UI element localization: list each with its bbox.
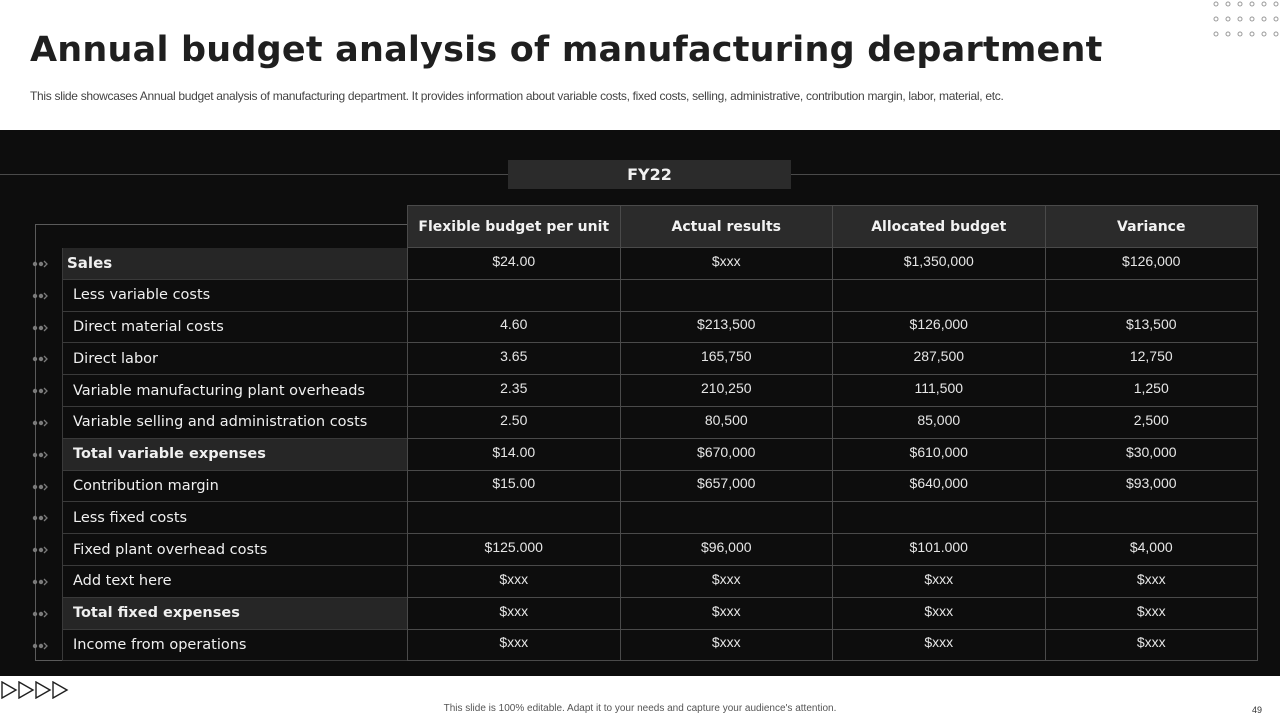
table-cell: $640,000 bbox=[833, 471, 1046, 503]
connector-dots-icon bbox=[31, 608, 51, 620]
table-cell bbox=[1046, 280, 1259, 312]
table-cell: $15.00 bbox=[408, 471, 621, 503]
row-values bbox=[407, 407, 1258, 439]
table-row bbox=[0, 280, 1280, 312]
table-cell: $4,000 bbox=[1046, 534, 1259, 566]
connector-dots-icon bbox=[31, 640, 51, 652]
table-cell: $1,350,000 bbox=[833, 248, 1046, 280]
table-row bbox=[0, 471, 1280, 503]
fiscal-year-label: FY22 bbox=[508, 160, 791, 189]
row-label: Sales bbox=[62, 248, 407, 280]
table-cell: $96,000 bbox=[621, 534, 834, 566]
page-number: 49 bbox=[1252, 705, 1263, 715]
table-cell: $xxx bbox=[1046, 598, 1259, 630]
row-values bbox=[407, 598, 1258, 630]
table-row bbox=[0, 375, 1280, 407]
connector-dots-icon bbox=[31, 258, 51, 270]
table-row bbox=[0, 598, 1280, 630]
table-cell: $xxx bbox=[1046, 566, 1259, 598]
table-cell: $xxx bbox=[408, 598, 621, 630]
row-label: Variable manufacturing plant overheads bbox=[62, 375, 407, 407]
connector-dots-icon bbox=[31, 481, 51, 493]
connector-dots-icon bbox=[31, 322, 51, 334]
table-body bbox=[0, 248, 1280, 661]
table-cell: $xxx bbox=[833, 566, 1046, 598]
table-cell bbox=[621, 502, 834, 534]
table-cell: 85,000 bbox=[833, 407, 1046, 439]
column-header-actual-results: Actual results bbox=[621, 206, 834, 247]
table-cell: 3.65 bbox=[408, 343, 621, 375]
connector-dots-icon bbox=[31, 353, 51, 365]
slide-title: Annual budget analysis of manufacturing department bbox=[30, 30, 1103, 70]
row-label: Income from operations bbox=[62, 630, 407, 662]
column-header-flexible-budget: Flexible budget per unit bbox=[408, 206, 621, 247]
row-label: Add text here bbox=[62, 566, 407, 598]
table-cell: 4.60 bbox=[408, 312, 621, 344]
table-cell: $xxx bbox=[621, 630, 834, 662]
table-cell: $610,000 bbox=[833, 439, 1046, 471]
table-cell: 12,750 bbox=[1046, 343, 1259, 375]
table-cell: $101.000 bbox=[833, 534, 1046, 566]
table-cell: 2.35 bbox=[408, 375, 621, 407]
table-cell: 287,500 bbox=[833, 343, 1046, 375]
slide-header bbox=[0, 0, 1280, 130]
table-header-row bbox=[407, 205, 1258, 248]
connector-dots-icon bbox=[31, 449, 51, 461]
table-cell: $xxx bbox=[621, 248, 834, 280]
slide-subtitle: This slide showcases Annual budget analysis of manufacturing department. It provides information about variable costs, fixed costs, selling, administrative, contribution margin, labor, material, etc. bbox=[30, 89, 1004, 103]
table-row bbox=[0, 312, 1280, 344]
table-cell: $657,000 bbox=[621, 471, 834, 503]
table-cell: $xxx bbox=[833, 598, 1046, 630]
table-cell: 2.50 bbox=[408, 407, 621, 439]
table-cell: $30,000 bbox=[1046, 439, 1259, 471]
connector-dots-icon bbox=[31, 544, 51, 556]
table-cell: 165,750 bbox=[621, 343, 834, 375]
budget-table-panel bbox=[0, 130, 1280, 676]
table-row bbox=[0, 407, 1280, 439]
row-values bbox=[407, 343, 1258, 375]
row-label: Less fixed costs bbox=[62, 502, 407, 534]
row-label: Direct material costs bbox=[62, 312, 407, 344]
table-cell: $24.00 bbox=[408, 248, 621, 280]
table-cell: 2,500 bbox=[1046, 407, 1259, 439]
table-cell: $125.000 bbox=[408, 534, 621, 566]
table-row bbox=[0, 566, 1280, 598]
connector-dots-icon bbox=[31, 417, 51, 429]
table-cell: 111,500 bbox=[833, 375, 1046, 407]
row-label: Contribution margin bbox=[62, 471, 407, 503]
connector-dots-icon bbox=[31, 385, 51, 397]
table-cell: $xxx bbox=[408, 630, 621, 662]
table-cell: $xxx bbox=[833, 630, 1046, 662]
table-cell bbox=[833, 502, 1046, 534]
table-cell bbox=[621, 280, 834, 312]
row-values bbox=[407, 280, 1258, 312]
row-label: Less variable costs bbox=[62, 280, 407, 312]
footer-note: This slide is 100% editable. Adapt it to your needs and capture your audience's attention. bbox=[443, 703, 837, 714]
table-row bbox=[0, 502, 1280, 534]
table-row bbox=[0, 630, 1280, 662]
row-label: Total fixed expenses bbox=[62, 598, 407, 630]
table-cell: $xxx bbox=[621, 598, 834, 630]
table-cell: $93,000 bbox=[1046, 471, 1259, 503]
table-cell bbox=[408, 502, 621, 534]
connector-dots-icon bbox=[31, 290, 51, 302]
row-values bbox=[407, 502, 1258, 534]
row-label: Fixed plant overhead costs bbox=[62, 534, 407, 566]
table-cell: $xxx bbox=[408, 566, 621, 598]
row-values bbox=[407, 534, 1258, 566]
row-values bbox=[407, 566, 1258, 598]
table-cell: $126,000 bbox=[833, 312, 1046, 344]
dot-grid-icon bbox=[1212, 0, 1280, 40]
outline-arrows-icon bbox=[0, 681, 72, 699]
table-cell bbox=[833, 280, 1046, 312]
row-values bbox=[407, 471, 1258, 503]
table-cell: 80,500 bbox=[621, 407, 834, 439]
row-label: Direct labor bbox=[62, 343, 407, 375]
row-label: Total variable expenses bbox=[62, 439, 407, 471]
row-values bbox=[407, 439, 1258, 471]
connector-dots-icon bbox=[31, 512, 51, 524]
column-header-allocated-budget: Allocated budget bbox=[833, 206, 1046, 247]
row-values bbox=[407, 248, 1258, 280]
table-cell: $13,500 bbox=[1046, 312, 1259, 344]
table-cell: $14.00 bbox=[408, 439, 621, 471]
table-cell: $126,000 bbox=[1046, 248, 1259, 280]
column-header-variance: Variance bbox=[1117, 218, 1186, 235]
row-values bbox=[407, 375, 1258, 407]
table-row bbox=[0, 439, 1280, 471]
table-cell: $213,500 bbox=[621, 312, 834, 344]
table-row bbox=[0, 534, 1280, 566]
table-cell: $xxx bbox=[1046, 630, 1259, 662]
connector-dots-icon bbox=[31, 576, 51, 588]
table-row bbox=[0, 248, 1280, 280]
table-cell bbox=[1046, 502, 1259, 534]
row-values bbox=[407, 630, 1258, 662]
table-cell: 210,250 bbox=[621, 375, 834, 407]
table-cell: $xxx bbox=[621, 566, 834, 598]
table-cell bbox=[408, 280, 621, 312]
table-row bbox=[0, 343, 1280, 375]
row-label: Variable selling and administration costs bbox=[62, 407, 407, 439]
table-cell: $670,000 bbox=[621, 439, 834, 471]
table-cell: 1,250 bbox=[1046, 375, 1259, 407]
row-values bbox=[407, 312, 1258, 344]
